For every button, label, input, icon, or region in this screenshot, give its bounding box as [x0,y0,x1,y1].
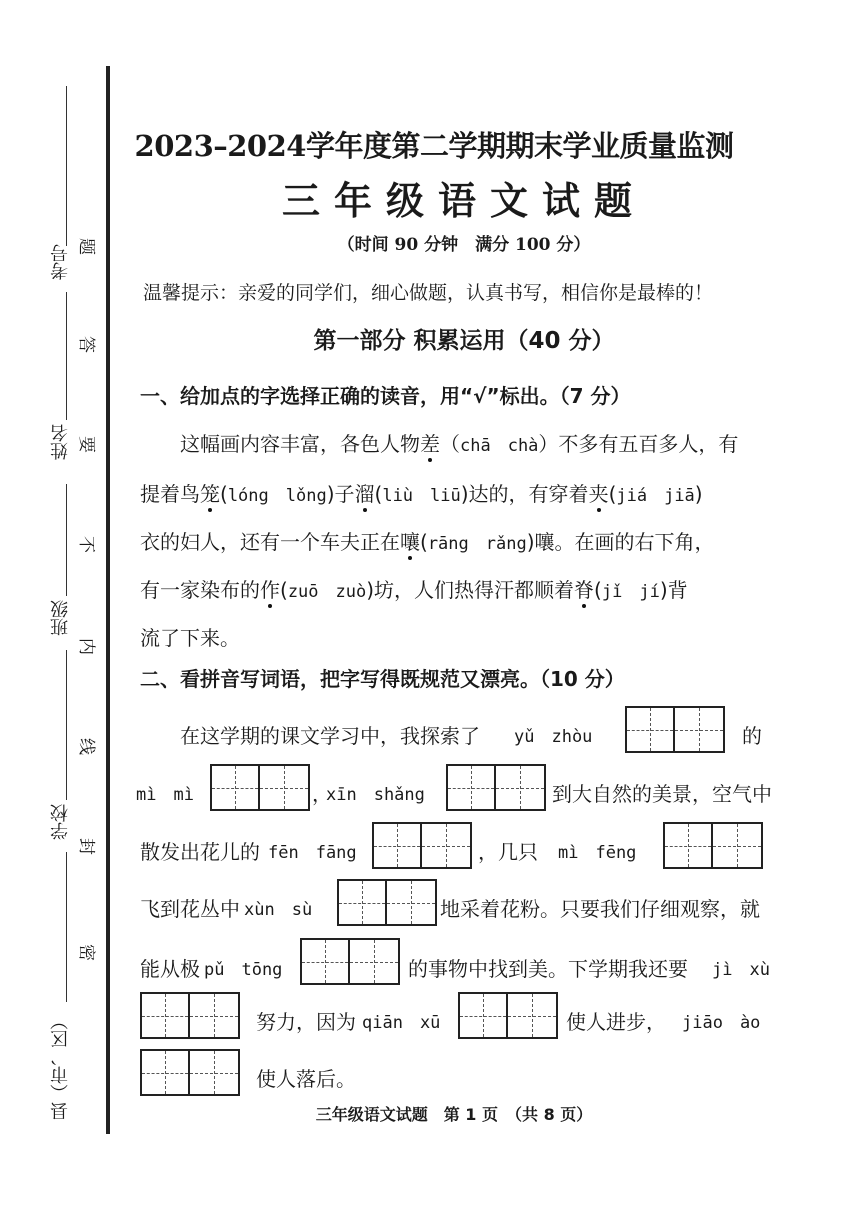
q2-text: 飞到花丛中 [140,897,240,921]
q2-text: 散发出花儿的 [140,840,260,864]
dotted-character: 溜 [354,482,375,506]
q2-text: 到大自然的美景，空气中 [552,782,772,806]
q1-line [140,526,715,555]
q1-text: ( [374,482,383,506]
answer-grid[interactable] [140,1049,240,1096]
pinyin-choice[interactable]: chā chà [460,436,539,456]
answer-grid[interactable] [300,938,400,985]
q1-text: 有一家染布的 [140,578,260,602]
q1-text: （ [440,432,460,456]
pinyin-choice[interactable]: lóng lǒng [227,486,327,506]
q2-pinyin: mì fēng [558,843,637,863]
pinyin-choice[interactable]: rāng rǎng [427,534,527,554]
exam-number-label: 考号 [50,244,71,280]
q1-text: ( [608,482,617,506]
q2-pinyin: yǔ zhòu [514,727,593,747]
q1-text: 衣的妇人，还有一个车夫正在 [140,530,400,554]
binding-rule-2 [66,292,67,420]
answer-grid[interactable] [372,822,472,869]
q1-text: )坊，人们热得汗都顺着 [366,578,575,602]
exam-info: （时间 90 分钟 满分 100 分） [337,235,591,255]
dotted-character: 嚷 [400,530,420,554]
binding-rule-4 [66,650,67,800]
exam-title: 2023–2024学年度第二学期期末学业质量监测 [134,129,734,163]
q2-pinyin: jì xù [712,960,770,980]
q1-text: )背 [659,578,688,602]
q1-line [140,428,738,457]
tip-text: 温馨提示：亲爱的同学们，细心做题，认真书写，相信你是最棒的！ [143,282,714,304]
school-label: 学校 [50,804,71,840]
q2-text: 的 [742,724,762,748]
name-label: 姓名 [50,424,71,460]
seal-char: 要 [76,436,96,453]
class-label: 班级 [50,600,71,636]
q2-text: 使人进步， [566,1010,666,1034]
q1-line [140,574,688,603]
dotted-character: 夹 [588,482,609,506]
seal-char: 不 [76,536,96,553]
county-label: 县（市、区） [50,1012,71,1120]
q1-text: 这幅画内容丰富，各色人物 [140,432,420,456]
q1-line [140,478,703,507]
q2-text: 能从极 [140,957,200,981]
answer-grid[interactable] [625,706,725,753]
q1-text: ( [280,578,288,602]
q2-pinyin: xīn shǎng [326,785,425,805]
q2-pinyin: pǔ tōng [204,960,283,980]
q1-text: ( [420,530,428,554]
q1-text: )达的，有穿着 [460,482,589,506]
seal-char: 封 [76,838,96,855]
q2-text: 在这学期的课文学习中，我探索了 [140,724,480,748]
seal-char: 密 [76,944,96,961]
q1-text: ）不多有五百多人，有 [538,432,739,456]
q2-text: 努力，因为 [256,1010,356,1034]
pinyin-choice[interactable]: zuō zuò [287,582,367,602]
q2-text: 地采着花粉。只要我们仔细观察，就 [440,897,760,921]
q2-text: 使人落后。 [256,1067,356,1091]
q2-text: 的事物中找到美。下学期我还要 [408,957,688,981]
answer-grid[interactable] [140,992,240,1039]
q1-text: 流了下来。 [140,626,240,650]
q1-text: )嚷。在画的右下角， [526,530,715,554]
pinyin-choice[interactable]: jǐ jí [601,582,660,602]
pinyin-choice[interactable]: jiá jiā [616,486,695,506]
question-1-title: 一、给加点的字选择正确的读音，用“√”标出。（7 分） [140,384,631,408]
seal-char: 内 [76,638,96,655]
part-title: 第一部分 积累运用（40 分） [313,328,615,354]
question-2-title: 二、看拼音写词语，把字写得既规范又漂亮。（10 分） [140,667,625,691]
pinyin-choice[interactable]: liù liū [382,486,461,506]
subject-title: 三年级语文试题 [281,178,646,223]
answer-grid[interactable] [458,992,558,1039]
q2-text: ，几只 [478,840,538,864]
q1-text: ) [694,482,703,506]
dotted-character: 作 [260,578,280,602]
binding-rule-5 [66,852,67,1002]
q1-line [140,622,240,651]
seal-char: 线 [76,738,96,755]
binding-line [106,66,110,1134]
q2-pinyin: jiāo ào [682,1013,761,1033]
answer-grid[interactable] [337,879,437,926]
dotted-character: 笼 [200,482,220,506]
q2-text: ， [312,782,332,806]
answer-grid[interactable] [663,822,763,869]
q1-text: 提着鸟 [140,482,200,506]
dotted-character: 脊 [574,578,595,602]
q2-pinyin: mì mì [136,785,194,805]
page-footer: 三年级语文试题 第 1 页 （共 8 页） [315,1105,593,1124]
answer-grid[interactable] [446,764,546,811]
seal-char: 题 [76,238,96,255]
q1-text: ( [220,482,228,506]
answer-grid[interactable] [210,764,310,811]
binding-rule-3 [66,484,67,596]
q1-text: ( [594,578,602,602]
q2-pinyin: xùn sù [244,900,313,920]
q2-pinyin: qiān xū [362,1013,441,1033]
dotted-character: 差 [420,432,440,456]
q1-text: )子 [326,482,355,506]
q2-pinyin: fēn fāng [268,843,357,863]
seal-char: 答 [76,336,96,353]
